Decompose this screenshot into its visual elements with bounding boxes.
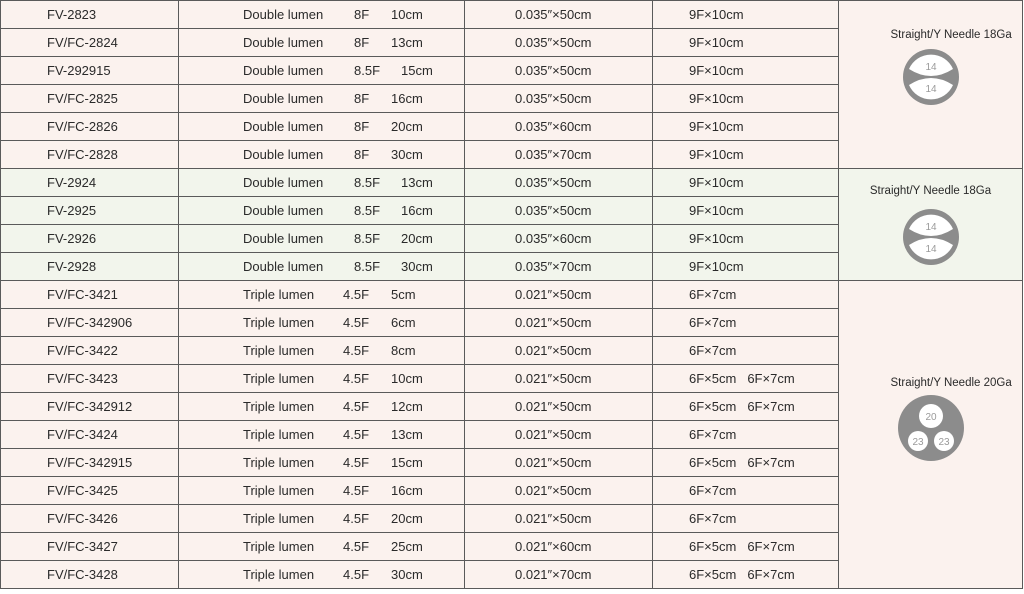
dilator-spec	[653, 1, 839, 29]
triple-lumen-cross-section-icon	[897, 394, 965, 462]
guidewire-spec: 0.035″×50cm	[465, 1, 653, 29]
catheter-length: 30cm	[391, 567, 423, 582]
dilator-size: 9F×10cm	[689, 119, 744, 134]
product-code: FV/FC-3424	[1, 421, 179, 449]
dilator-spec	[653, 57, 839, 85]
dilator-size: 6F×7cm	[747, 371, 795, 386]
dilator-size: 9F×10cm	[689, 147, 744, 162]
lumen-spec	[179, 421, 465, 449]
guidewire-spec: 0.021″×50cm	[465, 309, 653, 337]
guidewire-spec: 0.035″×60cm	[465, 225, 653, 253]
lumen-type: Double lumen	[243, 175, 324, 190]
lumen-gauge-label: 23	[937, 437, 950, 448]
french-size: 8F	[354, 91, 370, 106]
dilator-size: 9F×10cm	[689, 203, 744, 218]
table-row	[1, 169, 1023, 197]
product-code: FV-292915	[1, 57, 179, 85]
guidewire-spec: 0.035″×60cm	[465, 113, 653, 141]
dilator-spec	[653, 281, 839, 309]
lumen-spec	[179, 309, 465, 337]
lumen-type: Triple lumen	[243, 343, 315, 358]
lumen-type: Double lumen	[243, 119, 324, 134]
lumen-gauge-label: 14	[924, 84, 937, 95]
catheter-length: 15cm	[401, 63, 433, 78]
dilator-size: 6F×5cm	[689, 567, 737, 582]
catheter-length: 20cm	[391, 119, 423, 134]
dilator-size: 6F×5cm	[689, 399, 737, 414]
lumen-spec	[179, 57, 465, 85]
dilator-size: 9F×10cm	[689, 259, 744, 274]
dilator-spec	[653, 505, 839, 533]
product-code: FV/FC-3425	[1, 477, 179, 505]
product-code: FV/FC-2828	[1, 141, 179, 169]
catheter-length: 8cm	[391, 343, 416, 358]
lumen-type: Triple lumen	[243, 399, 315, 414]
lumen-gauge-label: 23	[911, 437, 924, 448]
lumen-type: Double lumen	[243, 35, 324, 50]
guidewire-spec: 0.035″×70cm	[465, 253, 653, 281]
dilator-spec	[653, 477, 839, 505]
lumen-type: Double lumen	[243, 231, 324, 246]
french-size: 4.5F	[343, 315, 370, 330]
lumen-spec	[179, 505, 465, 533]
double-lumen-cross-section-icon	[897, 48, 965, 106]
catheter-length: 10cm	[391, 7, 423, 22]
dilator-size: 6F×7cm	[747, 455, 795, 470]
guidewire-spec: 0.021″×50cm	[465, 421, 653, 449]
dilator-size: 6F×5cm	[689, 539, 737, 554]
dilator-size: 6F×7cm	[689, 427, 737, 442]
lumen-spec	[179, 197, 465, 225]
guidewire-spec: 0.035″×50cm	[465, 29, 653, 57]
catheter-length: 13cm	[391, 35, 423, 50]
dilator-size: 6F×7cm	[689, 315, 737, 330]
french-size: 8F	[354, 119, 370, 134]
guidewire-spec: 0.021″×50cm	[465, 505, 653, 533]
dilator-spec	[653, 365, 839, 393]
dilator-spec	[653, 561, 839, 589]
french-size: 4.5F	[343, 567, 370, 582]
needle-cell	[839, 1, 1023, 169]
lumen-type: Double lumen	[243, 7, 324, 22]
french-size: 8F	[354, 147, 370, 162]
dilator-size: 6F×7cm	[747, 539, 795, 554]
french-size: 8F	[354, 7, 370, 22]
catheter-length: 6cm	[391, 315, 416, 330]
french-size: 8.5F	[354, 175, 381, 190]
product-code: FV/FC-2825	[1, 85, 179, 113]
lumen-gauge-label: 14	[924, 222, 937, 233]
french-size: 4.5F	[343, 483, 370, 498]
dilator-spec	[653, 113, 839, 141]
dilator-size: 6F×5cm	[689, 455, 737, 470]
product-code: FV-2928	[1, 253, 179, 281]
product-code: FV-2823	[1, 1, 179, 29]
catheter-length: 25cm	[391, 539, 423, 554]
guidewire-spec: 0.021″×50cm	[465, 477, 653, 505]
lumen-gauge-label: 20	[924, 412, 937, 423]
product-code: FV/FC-3422	[1, 337, 179, 365]
lumen-spec	[179, 477, 465, 505]
lumen-spec	[179, 141, 465, 169]
lumen-type: Double lumen	[243, 91, 324, 106]
dilator-size: 9F×10cm	[689, 91, 744, 106]
french-size: 4.5F	[343, 455, 370, 470]
lumen-spec	[179, 281, 465, 309]
dilator-size: 6F×7cm	[689, 343, 737, 358]
french-size: 4.5F	[343, 287, 370, 302]
catheter-length: 10cm	[391, 371, 423, 386]
french-size: 8.5F	[354, 203, 381, 218]
lumen-gauge-label: 14	[924, 62, 937, 73]
french-size: 4.5F	[343, 399, 370, 414]
catheter-length: 30cm	[401, 259, 433, 274]
guidewire-spec: 0.021″×50cm	[465, 281, 653, 309]
french-size: 8.5F	[354, 231, 381, 246]
lumen-spec	[179, 225, 465, 253]
dilator-size: 6F×5cm	[689, 371, 737, 386]
dilator-spec	[653, 141, 839, 169]
catheter-length: 16cm	[401, 203, 433, 218]
guidewire-spec: 0.021″×60cm	[465, 533, 653, 561]
dilator-size: 6F×7cm	[689, 287, 737, 302]
lumen-type: Double lumen	[243, 147, 324, 162]
dilator-size: 9F×10cm	[689, 175, 744, 190]
lumen-spec	[179, 169, 465, 197]
lumen-gauge-label: 14	[924, 244, 937, 255]
dilator-spec	[653, 169, 839, 197]
product-code: FV/FC-342906	[1, 309, 179, 337]
catheter-length: 5cm	[391, 287, 416, 302]
lumen-spec	[179, 533, 465, 561]
guidewire-spec: 0.035″×50cm	[465, 85, 653, 113]
guidewire-spec: 0.021″×50cm	[465, 365, 653, 393]
lumen-type: Triple lumen	[243, 511, 315, 526]
lumen-spec	[179, 113, 465, 141]
product-code: FV-2924	[1, 169, 179, 197]
needle-label: Straight/Y Needle 20Ga	[890, 377, 1012, 389]
french-size: 4.5F	[343, 343, 370, 358]
dilator-size: 9F×10cm	[689, 35, 744, 50]
french-size: 8.5F	[354, 63, 381, 78]
catheter-length: 20cm	[401, 231, 433, 246]
lumen-type: Triple lumen	[243, 315, 315, 330]
catheter-length: 13cm	[391, 427, 423, 442]
dilator-spec	[653, 309, 839, 337]
lumen-type: Triple lumen	[243, 539, 315, 554]
product-code: FV/FC-342915	[1, 449, 179, 477]
lumen-type: Double lumen	[243, 259, 324, 274]
dilator-spec	[653, 197, 839, 225]
table-row	[1, 1, 1023, 29]
lumen-type: Triple lumen	[243, 287, 315, 302]
needle-label: Straight/Y Needle 18Ga	[890, 29, 1012, 41]
french-size: 4.5F	[343, 511, 370, 526]
guidewire-spec: 0.021″×50cm	[465, 393, 653, 421]
dilator-spec	[653, 393, 839, 421]
dilator-spec	[653, 533, 839, 561]
lumen-spec	[179, 561, 465, 589]
product-code: FV/FC-2824	[1, 29, 179, 57]
product-code: FV-2926	[1, 225, 179, 253]
lumen-spec	[179, 253, 465, 281]
product-code: FV/FC-2826	[1, 113, 179, 141]
dilator-spec	[653, 85, 839, 113]
lumen-type: Double lumen	[243, 63, 324, 78]
guidewire-spec: 0.035″×70cm	[465, 141, 653, 169]
lumen-type: Double lumen	[243, 203, 324, 218]
lumen-type: Triple lumen	[243, 427, 315, 442]
lumen-type: Triple lumen	[243, 483, 315, 498]
product-code: FV-2925	[1, 197, 179, 225]
catheter-length: 20cm	[391, 511, 423, 526]
product-code: FV/FC-342912	[1, 393, 179, 421]
catheter-length: 16cm	[391, 483, 423, 498]
french-size: 4.5F	[343, 427, 370, 442]
dilator-size: 9F×10cm	[689, 7, 744, 22]
product-code: FV/FC-3421	[1, 281, 179, 309]
french-size: 8F	[354, 35, 370, 50]
dilator-spec	[653, 449, 839, 477]
lumen-spec	[179, 29, 465, 57]
lumen-spec	[179, 393, 465, 421]
dilator-spec	[653, 337, 839, 365]
catheter-length: 13cm	[401, 175, 433, 190]
dilator-size: 9F×10cm	[689, 231, 744, 246]
dilator-spec	[653, 29, 839, 57]
dilator-size: 9F×10cm	[689, 63, 744, 78]
product-code: FV/FC-3423	[1, 365, 179, 393]
product-code: FV/FC-3427	[1, 533, 179, 561]
lumen-spec	[179, 85, 465, 113]
french-size: 8.5F	[354, 259, 381, 274]
guidewire-spec: 0.035″×50cm	[465, 169, 653, 197]
dilator-spec	[653, 225, 839, 253]
dilator-size: 6F×7cm	[689, 483, 737, 498]
product-code: FV/FC-3426	[1, 505, 179, 533]
guidewire-spec: 0.035″×50cm	[465, 57, 653, 85]
french-size: 4.5F	[343, 371, 370, 386]
needle-label: Straight/Y Needle 18Ga	[869, 185, 992, 197]
lumen-spec	[179, 365, 465, 393]
lumen-type: Triple lumen	[243, 567, 315, 582]
lumen-spec	[179, 449, 465, 477]
lumen-type: Triple lumen	[243, 371, 315, 386]
french-size: 4.5F	[343, 539, 370, 554]
dilator-size: 6F×7cm	[747, 399, 795, 414]
dilator-spec	[653, 253, 839, 281]
guidewire-spec: 0.021″×70cm	[465, 561, 653, 589]
catheter-length: 12cm	[391, 399, 423, 414]
product-code: FV/FC-3428	[1, 561, 179, 589]
guidewire-spec: 0.035″×50cm	[465, 197, 653, 225]
table-row	[1, 281, 1023, 309]
lumen-type: Triple lumen	[243, 455, 315, 470]
lumen-spec	[179, 1, 465, 29]
lumen-spec	[179, 337, 465, 365]
catheter-length: 16cm	[391, 91, 423, 106]
needle-cell	[839, 281, 1023, 589]
double-lumen-cross-section-icon	[897, 208, 965, 266]
guidewire-spec: 0.021″×50cm	[465, 449, 653, 477]
dilator-size: 6F×7cm	[747, 567, 795, 582]
catheter-length: 15cm	[391, 455, 423, 470]
dilator-spec	[653, 421, 839, 449]
needle-cell	[839, 169, 1023, 281]
dilator-size: 6F×7cm	[689, 511, 737, 526]
catheter-length: 30cm	[391, 147, 423, 162]
guidewire-spec: 0.021″×50cm	[465, 337, 653, 365]
